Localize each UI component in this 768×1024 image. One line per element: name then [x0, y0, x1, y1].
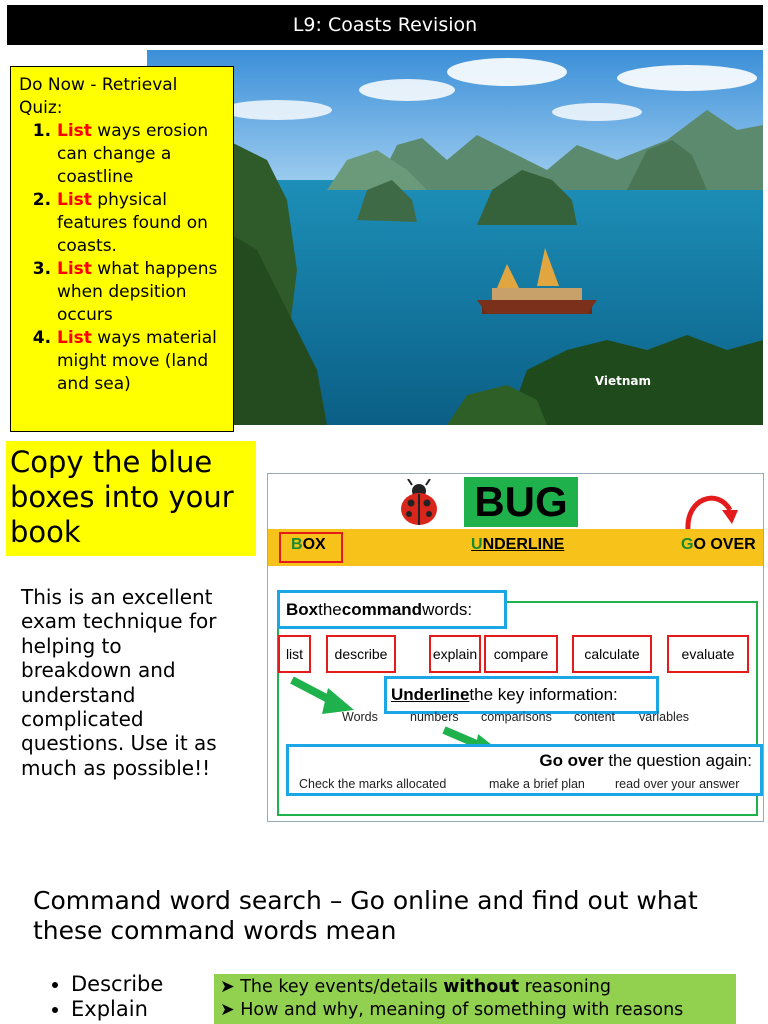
bug-technique-panel — [267, 473, 764, 822]
underline-word: numbers — [410, 710, 459, 724]
retrieval-quiz-box — [10, 66, 234, 432]
ladybird-icon — [396, 479, 442, 527]
quiz-item: 4. List ways material might move (land and sea) — [57, 327, 225, 396]
vietnam-photo — [147, 50, 763, 425]
go-over-step: make a brief plan — [489, 777, 585, 791]
underline-label: UNDERLINE — [471, 536, 565, 553]
command-word-item: • Explain — [71, 997, 163, 1022]
go-over-step: read over your answer — [615, 777, 740, 791]
go-over-step: Check the marks allocated — [299, 777, 447, 791]
go-over-label: GO OVER — [681, 536, 756, 553]
bay-illustration — [147, 50, 763, 425]
quiz-item: 1. List ways erosion can change a coastline — [57, 120, 225, 189]
command-word-item: • Describe — [71, 972, 163, 997]
bug-strip — [268, 529, 763, 566]
command-word-list — [47, 972, 163, 1022]
command-word-box: evaluate — [667, 635, 749, 673]
underline-word: comparisons — [481, 710, 552, 724]
box-instruction: Box the command words: — [277, 590, 507, 629]
photo-caption: Vietnam — [594, 374, 651, 388]
copy-instruction-box: Copy the blue boxes into your book — [6, 441, 256, 556]
command-word-box: explain — [429, 635, 481, 673]
underline-word: content — [574, 710, 616, 724]
meaning-item: ➤ How and why, meaning of something with reasons — [220, 1000, 684, 1020]
command-word-box: calculate — [572, 635, 652, 673]
underline-instruction: Underline the key information: — [384, 676, 659, 714]
command-search-title: Command word search – Go online and find out what these command words mean — [33, 886, 698, 945]
slide-title: L9: Coasts Revision — [292, 14, 478, 36]
command-word-box: compare — [484, 635, 558, 673]
curved-arrow-icon — [682, 484, 742, 532]
command-word-box: describe — [326, 635, 396, 673]
underline-word: variables — [639, 710, 690, 724]
quiz-item: 3. List what happens when depsition occurs — [57, 258, 225, 327]
command-word-box: list — [278, 635, 311, 673]
go-over-instruction — [286, 744, 763, 796]
box-label: BOX — [291, 536, 326, 553]
exam-technique-note: This is an excellent exam technique for helping to breakdown and understand complicated questions. Use it as much as possible!! — [21, 585, 217, 780]
quiz-item: 2. List physical features found on coasts. — [57, 189, 225, 258]
bug-banner: BUG — [464, 477, 578, 527]
quiz-heading: Do Now - Retrieval Quiz: — [19, 75, 178, 118]
command-meanings-box — [214, 974, 736, 1024]
go-over-heading: Go over the question again: — [539, 751, 752, 770]
quiz-list — [19, 120, 225, 396]
meaning-item: ➤ The key events/details without reasoning — [220, 977, 611, 997]
underline-word: Words — [342, 710, 378, 724]
slide-title-bar — [7, 5, 763, 45]
